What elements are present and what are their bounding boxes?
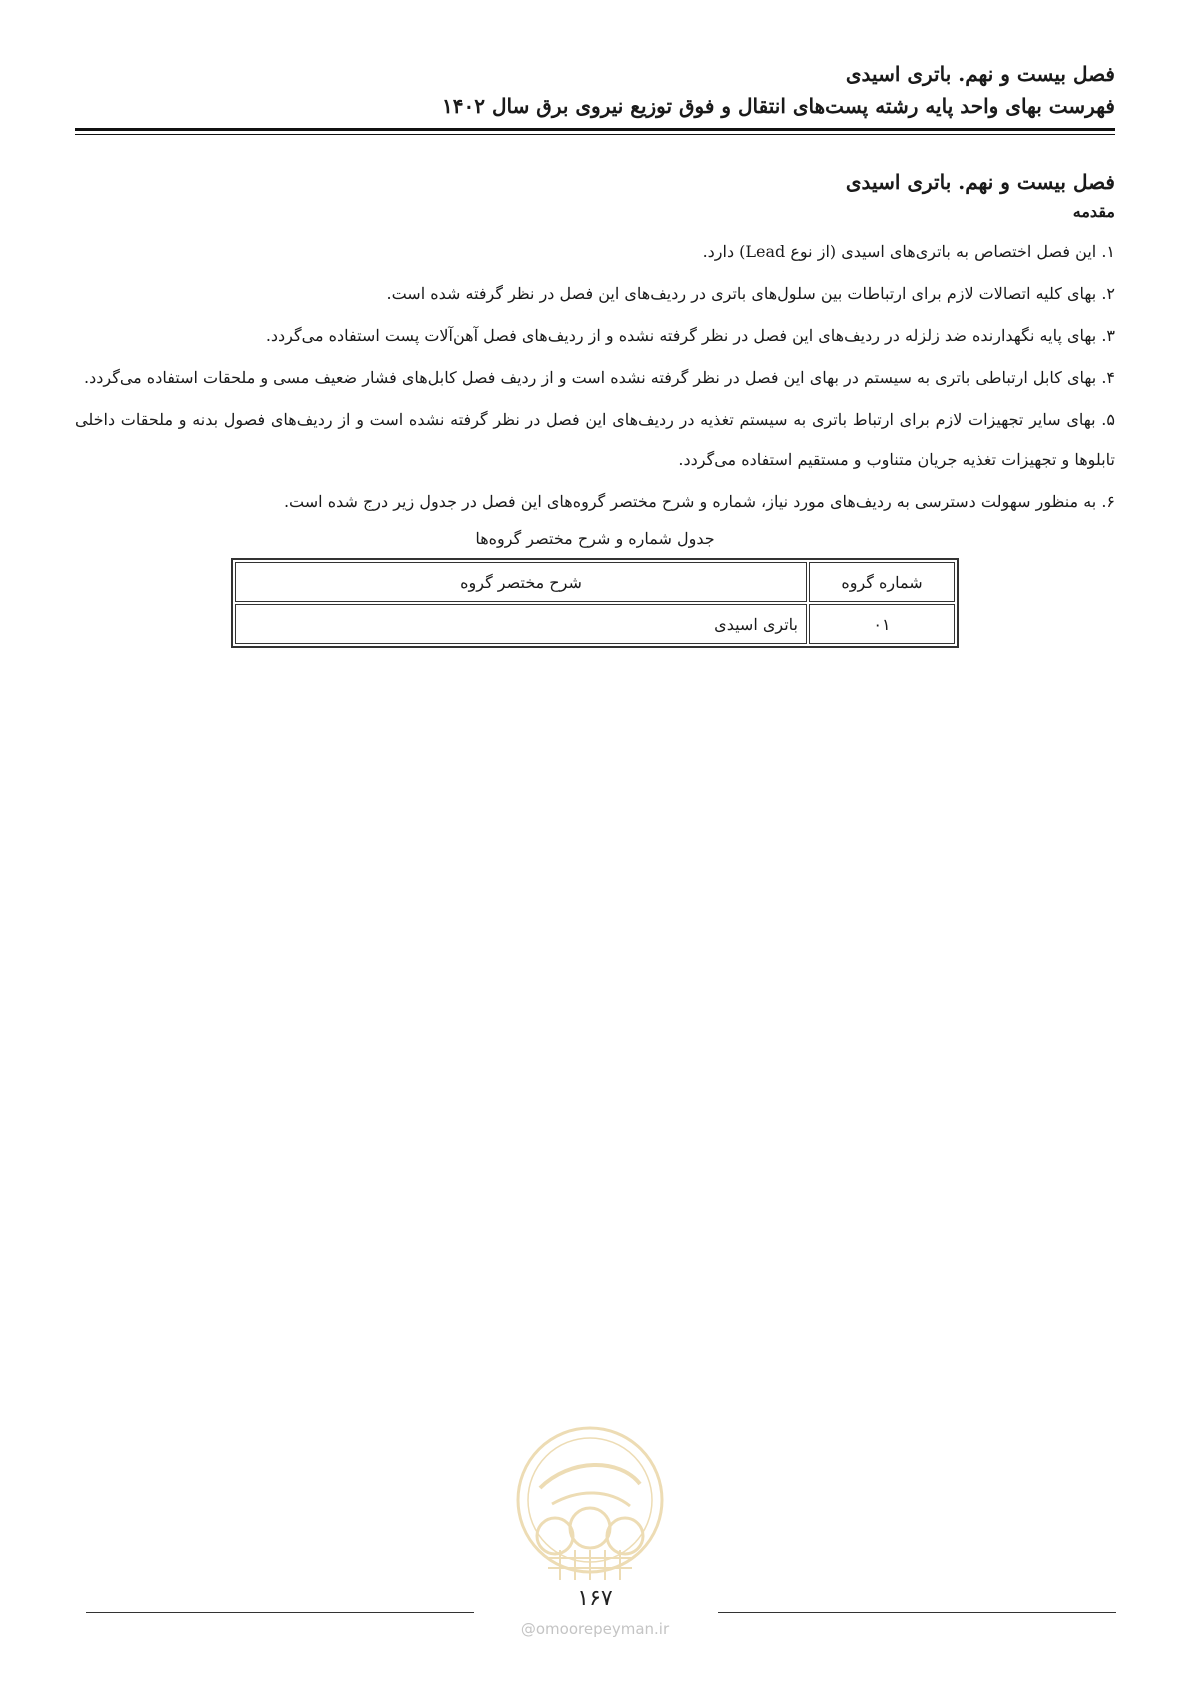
paragraph-5: ۵. بهای سایر تجهیزات لازم برای ارتباط باتری به سیستم تغذیه در ردیف‌های این فصل در نظر گرفته نشده است و از ردیف‌های فصول بدنه و ملحقات داخلی تابلوها و تجهیزات تغذیه جریان متناوب و مستقیم استفاده می‌گردد. — [75, 410, 1115, 469]
header-chapter-title: فصل بیست و نهم. باتری اسیدی — [845, 62, 1115, 86]
table-header-row — [235, 562, 955, 602]
paragraph-1: ۱. این فصل اختصاص به باتری‌های اسیدی (از نوع Lead) دارد. — [702, 242, 1115, 261]
cell-group-number: ۰۱ — [809, 604, 955, 644]
table-caption: جدول شماره و شرح مختصر گروه‌ها — [475, 529, 715, 548]
running-header — [75, 58, 1115, 122]
header-rule-thin — [75, 134, 1115, 135]
section-title: فصل بیست و نهم. باتری اسیدی — [845, 170, 1115, 194]
header-document-title: فهرست بهای واحد پایه رشته پست‌های انتقال و فوق توزیع نیروی برق سال ۱۴۰۲ — [442, 94, 1115, 118]
table-row — [235, 604, 955, 644]
intro-heading: مقدمه — [1072, 202, 1115, 221]
paragraph-3: ۳. بهای پایه نگهدارنده ضد زلزله در ردیف‌های این فصل در نظر گرفته نشده و از ردیف‌های فصل آهن‌آلات پست استفاده می‌گردد. — [265, 326, 1115, 345]
cell-group-description: باتری اسیدی — [235, 604, 807, 644]
groups-table — [231, 558, 959, 648]
site-watermark-text: @omoorepeyman.ir — [520, 1620, 670, 1638]
paragraph-2: ۲. بهای کلیه اتصالات لازم برای ارتباطات بین سلول‌های باتری در ردیف‌های این فصل در نظر گرفته شده است. — [386, 284, 1115, 303]
footer-rule-left — [86, 1612, 474, 1613]
header-cell-group-number: شماره گروه — [809, 562, 955, 602]
paragraph-6: ۶. به منظور سهولت دسترسی به ردیف‌های مورد نیاز، شماره و شرح مختصر گروه‌های این فصل در جدول زیر درج شده است. — [283, 492, 1115, 511]
page-number: ۱۶۷ — [577, 1586, 613, 1611]
header-rule-thick — [75, 128, 1115, 131]
footer-rule-right — [718, 1612, 1116, 1613]
main-content — [75, 166, 1115, 648]
header-cell-group-description: شرح مختصر گروه — [235, 562, 807, 602]
watermark-seal-logo — [500, 1418, 680, 1598]
paragraph-4: ۴. بهای کابل ارتباطی باتری به سیستم در بهای این فصل در نظر گرفته نشده است و از ردیف فصل کابل‌های فشار ضعیف مسی و ملحقات استفاده می‌گردد. — [84, 368, 1115, 387]
